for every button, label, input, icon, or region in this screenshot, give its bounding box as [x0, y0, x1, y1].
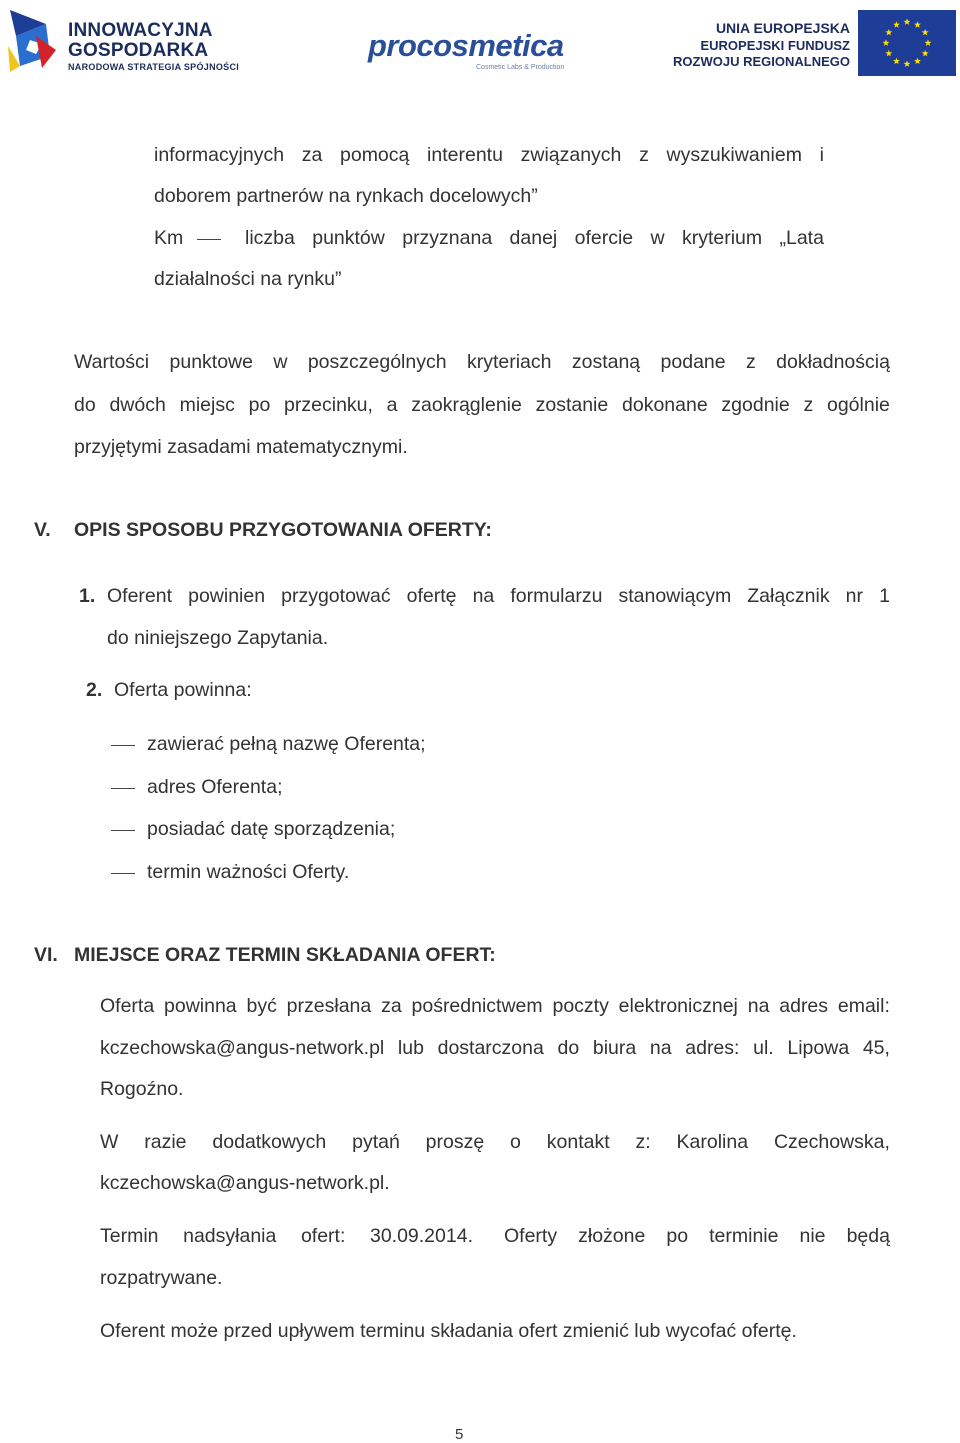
eu-flag-icon — [858, 10, 956, 76]
word: w — [650, 227, 665, 249]
word: za — [301, 144, 323, 166]
eu-star-icon — [885, 29, 892, 36]
word: dokładnością — [776, 351, 890, 373]
contact-line-2: kczechowska@angus-network.pl. — [100, 1172, 390, 1194]
word: w — [273, 351, 288, 373]
word: z — [639, 144, 649, 166]
word: do — [557, 1037, 580, 1059]
word: ul. — [753, 1037, 774, 1059]
word: Wartości — [74, 351, 150, 373]
word: przecinku, — [284, 394, 373, 416]
word: zaokrąglenie — [411, 394, 522, 416]
word: przesłana — [286, 995, 372, 1017]
word: przyznana — [402, 227, 493, 249]
word: „Lata — [779, 227, 824, 249]
points-line-1 — [74, 350, 890, 374]
word: Oferty — [504, 1225, 558, 1247]
word: po — [248, 394, 271, 416]
bullet-dash — [111, 830, 135, 831]
word: elektronicznej — [618, 995, 738, 1017]
word: kryteriach — [466, 351, 552, 373]
word: będą — [846, 1225, 890, 1247]
word: dostarczona — [437, 1037, 544, 1059]
word: stanowiącym — [618, 585, 732, 607]
word: lub — [397, 1037, 424, 1059]
word: terminie — [709, 1225, 779, 1247]
item-2-number: 2. — [86, 679, 103, 701]
item-1-number: 1. — [79, 585, 96, 607]
word: być — [246, 995, 277, 1017]
section-6-number: VI. — [34, 944, 58, 966]
eu-star-icon — [885, 50, 892, 57]
bullet-item: posiadać datę sporządzenia; — [147, 818, 396, 840]
word: na — [747, 995, 770, 1017]
word: powinien — [188, 585, 266, 607]
points-line-3: przyjętymi zasadami matematycznymi. — [74, 436, 408, 458]
word: dodatkowych — [212, 1131, 327, 1153]
word: na — [472, 585, 495, 607]
ig-line2: GOSPODARKA — [68, 40, 209, 61]
bullet-dash — [111, 745, 135, 746]
word: dwóch — [109, 394, 166, 416]
eu-stars-icon — [858, 10, 956, 76]
word: Czechowska, — [773, 1131, 890, 1153]
word: na — [649, 1037, 672, 1059]
eu-star-icon — [883, 39, 890, 46]
word: interentu — [427, 144, 503, 166]
submission-line-2 — [100, 1036, 890, 1060]
eu-fund-logo-text — [673, 16, 850, 76]
word: ofertę — [406, 585, 457, 607]
contact-line-1 — [100, 1130, 890, 1154]
word: ofert: — [300, 1225, 346, 1247]
word: pomocą — [340, 144, 410, 166]
word: nadsyłania — [183, 1225, 277, 1247]
item-1-line-2: do niniejszego Zapytania. — [107, 627, 329, 649]
bullet-item: termin ważności Oferty. — [147, 861, 350, 883]
word: kontakt — [546, 1131, 610, 1153]
withdraw-note: Oferent może przed upływem terminu składania ofert zmienić lub wycofać ofertę. — [100, 1320, 797, 1342]
word: zostaną — [571, 351, 641, 373]
section-6-title: MIEJSCE ORAZ TERMIN SKŁADANIA OFERT: — [74, 944, 496, 966]
eu-star-icon — [904, 18, 911, 25]
word: biura — [592, 1037, 637, 1059]
word: a — [386, 394, 398, 416]
eu-star-icon — [904, 60, 911, 67]
procosmetica-wordmark: procosmetica — [368, 28, 564, 63]
item-2-text: Oferta powinna: — [114, 679, 252, 701]
eu-line2: EUROPEJSKI FUNDUSZ — [700, 38, 850, 53]
word: informacyjnych — [154, 144, 285, 166]
word: poczty — [552, 995, 609, 1017]
eu-star-icon — [893, 21, 900, 28]
word: adres: — [685, 1037, 740, 1059]
eu-line1: UNIA EUROPEJSKA — [715, 20, 850, 36]
submission-line-1 — [100, 994, 890, 1018]
word: pytań — [352, 1131, 400, 1153]
procosmetica-tagline: Cosmetic Labs & Production — [476, 64, 565, 71]
points-line-2 — [74, 393, 890, 417]
word: zgodnie — [721, 394, 790, 416]
word: złożone — [578, 1225, 646, 1247]
eu-star-icon — [922, 29, 929, 36]
word: pośrednictwem — [411, 995, 543, 1017]
innowacyjna-gospodarka-logo — [6, 4, 246, 76]
word: przygotować — [281, 585, 391, 607]
word: email: — [837, 995, 890, 1017]
word: Oferta — [100, 995, 155, 1017]
word: do — [74, 394, 96, 416]
word: Oferent — [107, 585, 173, 607]
section-5-title: OPIS SPOSOBU PRZYGOTOWANIA OFERTY: — [74, 519, 492, 541]
word: miejsc — [179, 394, 235, 416]
word: W — [100, 1131, 119, 1153]
intro-line-1 — [154, 143, 824, 167]
word: podane — [660, 351, 726, 373]
submission-line-3: Rogoźno. — [100, 1078, 184, 1100]
late-offers-line-2: rozpatrywane. — [100, 1267, 223, 1289]
word: Termin — [100, 1225, 159, 1247]
word: kczechowska@angus-network.pl — [100, 1037, 385, 1059]
km-label: Km — [154, 227, 184, 249]
word: o — [510, 1131, 521, 1153]
word: ofercie — [574, 227, 634, 249]
intro-line-4: działalności na rynku” — [154, 268, 342, 290]
word: kryterium — [681, 227, 763, 249]
eu-star-icon — [925, 39, 932, 46]
word: 1 — [879, 585, 890, 607]
word: punktów — [312, 227, 385, 249]
deadline-text — [100, 1224, 473, 1248]
word: nr — [845, 585, 864, 607]
word: razie — [144, 1131, 187, 1153]
bullet-dash — [111, 788, 135, 789]
page-number: 5 — [455, 1426, 464, 1443]
ig-line1: INNOWACYJNA — [68, 20, 213, 41]
eu-star-icon — [914, 21, 921, 28]
ig-emblem-icon — [6, 6, 62, 74]
word: i — [819, 144, 824, 166]
word: adres — [779, 995, 829, 1017]
word: proszę — [425, 1131, 485, 1153]
word: formularzu — [510, 585, 603, 607]
word: nie — [799, 1225, 826, 1247]
eu-star-icon — [893, 58, 900, 65]
bullet-item: zawierać pełną nazwę Oferenta; — [147, 733, 426, 755]
word: zostanie — [535, 394, 609, 416]
km-dash — [197, 239, 221, 240]
word: dokonane — [622, 394, 708, 416]
word: po — [666, 1225, 689, 1247]
word: z — [803, 394, 814, 416]
bullet-item: adres Oferenta; — [147, 776, 283, 798]
word: powinna — [164, 995, 237, 1017]
word: związanych — [520, 144, 622, 166]
word: wyszukiwaniem — [666, 144, 802, 166]
word: Karolina — [676, 1131, 749, 1153]
word: Załącznik — [747, 585, 830, 607]
intro-line-2: doborem partnerów na rynkach docelowych” — [154, 185, 538, 207]
word: 45, — [862, 1037, 890, 1059]
word: poszczególnych — [307, 351, 447, 373]
word: 30.09.2014. — [369, 1225, 473, 1247]
word: z — [746, 351, 756, 373]
ig-line3: NARODOWA STRATEGIA SPÓJNOŚCI — [68, 62, 240, 72]
procosmetica-logo — [368, 28, 568, 78]
intro-line-3 — [245, 226, 824, 250]
word: za — [381, 995, 402, 1017]
word: punktowe — [169, 351, 253, 373]
late-offers-text — [504, 1224, 890, 1248]
eu-star-icon — [922, 50, 929, 57]
word: z: — [635, 1131, 651, 1153]
word: liczba — [245, 227, 295, 249]
bullet-dash — [111, 873, 135, 874]
eu-star-icon — [914, 58, 921, 65]
word: Lipowa — [787, 1037, 850, 1059]
word: ogólnie — [826, 394, 890, 416]
word: danej — [509, 227, 558, 249]
eu-line3: ROZWOJU REGIONALNEGO — [673, 54, 850, 69]
section-5-number: V. — [34, 519, 51, 541]
item-1-line-1 — [107, 584, 890, 608]
